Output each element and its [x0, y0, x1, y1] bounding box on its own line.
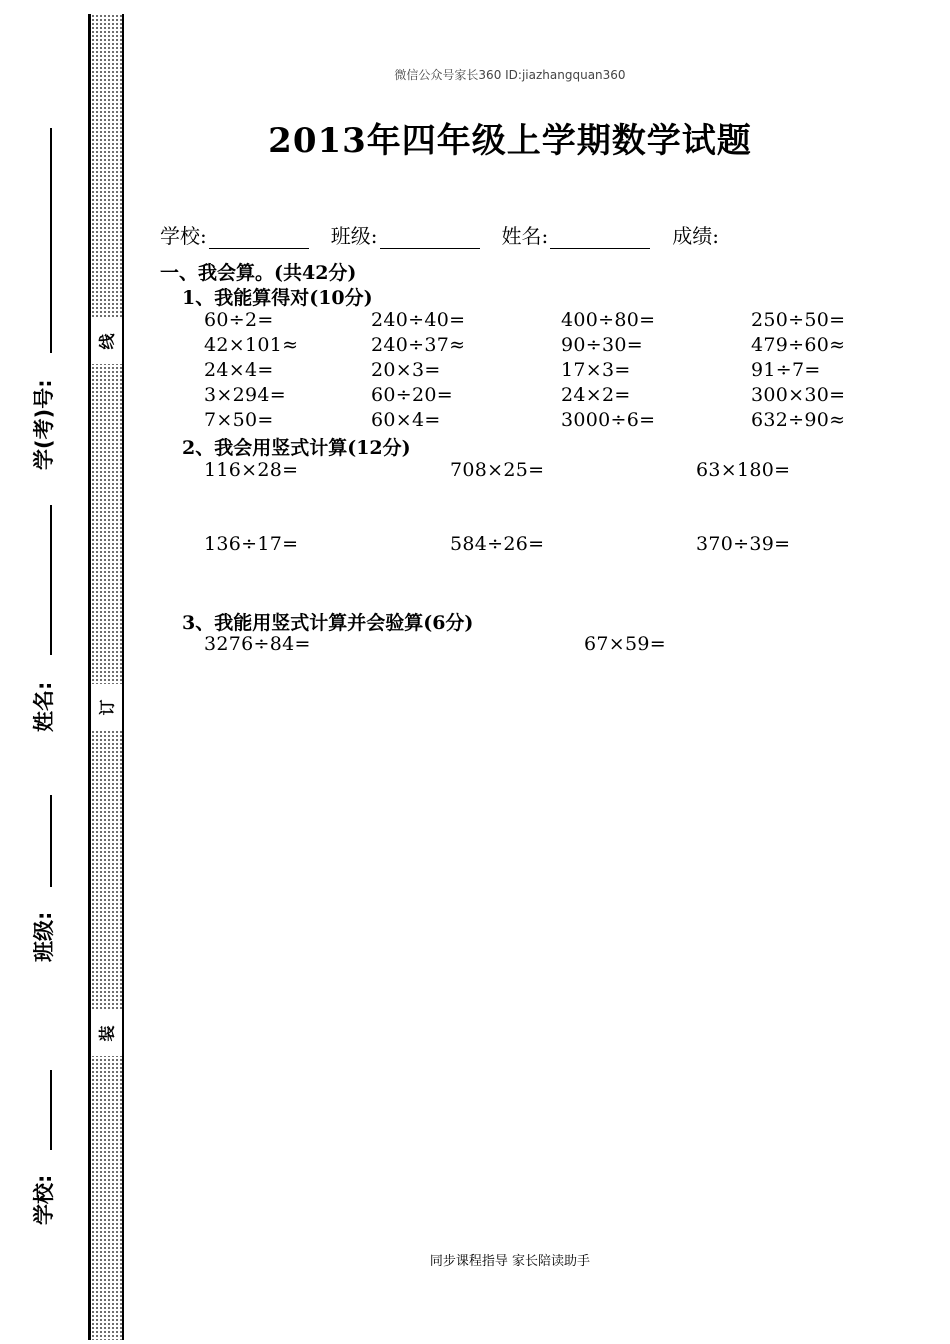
- problem: 17×3=: [561, 359, 631, 381]
- info-school: [160, 220, 309, 249]
- problem: 584÷26=: [450, 533, 545, 555]
- problem: 7×50=: [204, 409, 274, 431]
- school-line: [50, 1070, 52, 1150]
- problem: 240÷37≈: [371, 334, 466, 356]
- problem: 370÷39=: [696, 533, 791, 555]
- binding-mark-bind: 装: [91, 1010, 122, 1056]
- problem: 3276÷84=: [204, 633, 311, 655]
- problem: 60×4=: [371, 409, 441, 431]
- info-class-label: 班级:: [330, 224, 378, 248]
- problem: 90÷30=: [561, 334, 643, 356]
- problem: 240÷40=: [371, 309, 466, 331]
- problem: 400÷80=: [561, 309, 656, 331]
- problem: 24×4=: [204, 359, 274, 381]
- info-name: [502, 220, 651, 249]
- name-label: 姓名:: [32, 681, 56, 732]
- student-id-label: 学(考)号:: [32, 379, 56, 470]
- part-1-heading: 1、我能算得对(10分): [182, 287, 373, 309]
- footer-note: 同步课程指导 家长陪读助手: [429, 1254, 591, 1269]
- problem: 67×59=: [584, 633, 666, 655]
- binding-strip: [88, 14, 124, 1340]
- page-title: 2013年四年级上学期数学试题: [268, 121, 752, 161]
- problem: 91÷7=: [751, 359, 821, 381]
- problem: 479÷60≈: [751, 334, 846, 356]
- problem: 42×101≈: [204, 334, 299, 356]
- problem: 60÷2=: [204, 309, 274, 331]
- problem: 300×30=: [751, 384, 846, 406]
- info-score-label: 成绩:: [672, 224, 719, 248]
- problem: 250÷50=: [751, 309, 846, 331]
- problem: 20×3=: [371, 359, 441, 381]
- part-3-heading: 3、我能用竖式计算并会验算(6分): [182, 612, 474, 634]
- binding-mark-line: 线: [91, 318, 122, 364]
- student-id-line: [50, 128, 52, 353]
- binding-mark-staple: 订: [91, 684, 122, 730]
- header-note: 微信公众号家长360 ID:jiazhangquan360: [394, 68, 626, 82]
- info-class-field[interactable]: [380, 228, 480, 249]
- info-name-field[interactable]: [550, 228, 650, 249]
- info-name-label: 姓名:: [501, 224, 549, 248]
- info-row: [160, 220, 741, 249]
- info-school-label: 学校:: [160, 224, 207, 248]
- problem: 24×2=: [561, 384, 631, 406]
- problem: 632÷90≈: [751, 409, 846, 431]
- section-1-heading: 一、我会算。(共42分): [160, 262, 357, 284]
- class-line: [50, 795, 52, 887]
- problem: 136÷17=: [204, 533, 299, 555]
- problem: 60÷20=: [371, 384, 453, 406]
- name-line: [50, 505, 52, 655]
- problem: 708×25=: [450, 459, 545, 481]
- part-2-heading: 2、我会用竖式计算(12分): [182, 437, 411, 459]
- problem: 63×180=: [696, 459, 791, 481]
- problem: 3×294=: [204, 384, 286, 406]
- school-label: 学校:: [32, 1174, 56, 1225]
- problem: 116×28=: [204, 459, 299, 481]
- info-school-field[interactable]: [209, 228, 309, 249]
- info-score: [672, 220, 719, 249]
- class-label: 班级:: [32, 911, 56, 962]
- problem: 3000÷6=: [561, 409, 656, 431]
- info-class: [331, 220, 480, 249]
